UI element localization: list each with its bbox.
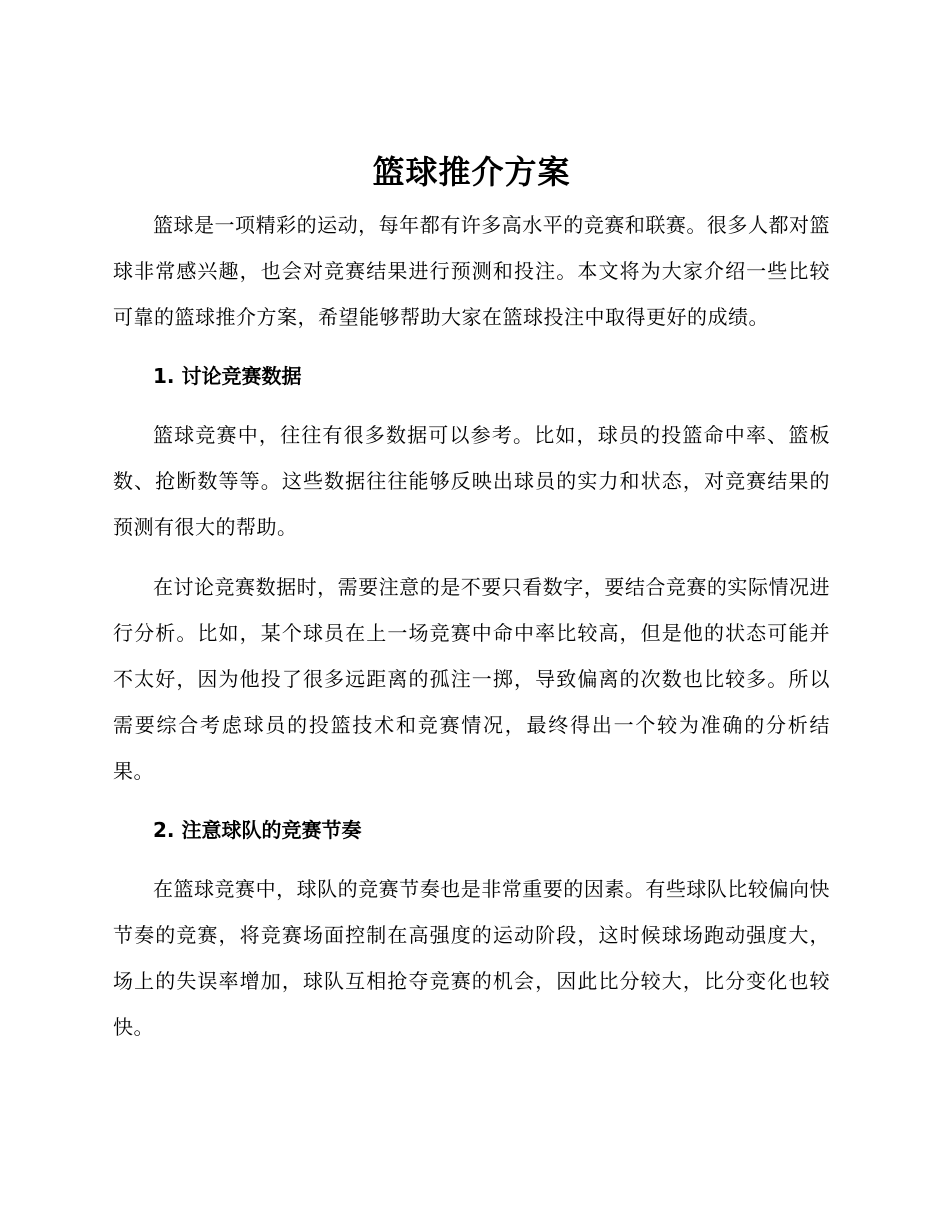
section-1-paragraph-1: 篮球竞赛中，往往有很多数据可以参考。比如，球员的投篮命中率、篮板数、抢断数等等。这些数据往往能够反映出球员的实力和状态，对竞赛结果的预测有很大的帮助。	[113, 423, 830, 539]
section-2-paragraph-1: 在篮球竞赛中，球队的竞赛节奏也是非常重要的因素。有些球队比较偏向快节奏的竞赛，将竞赛场面控制在高强度的运动阶段，这时候球场跑动强度大，场上的失误率增加，球队互相抢夺竞赛的机会，因此比分较大，比分变化也较快。	[113, 877, 830, 1039]
section-1-paragraph-2: 在讨论竞赛数据时，需要注意的是不要只看数字，要结合竞赛的实际情况进行分析。比如，某个球员在上一场竞赛中命中率比较高，但是他的状态可能并不太好，因为他投了很多远距离的孤注一掷，导致偏离的次数也比较多。所以需要综合考虑球员的投篮技术和竞赛情况，最终得出一个较为准确的分析结果。	[113, 575, 830, 783]
intro-paragraph: 篮球是一项精彩的运动，每年都有许多高水平的竞赛和联赛。很多人都对篮球非常感兴趣，也会对竞赛结果进行预测和投注。本文将为大家介绍一些比较可靠的篮球推介方案，希望能够帮助大家在篮球投注中取得更好的成绩。	[113, 213, 830, 329]
document-title: 篮球推介方案	[372, 153, 571, 191]
section-heading-2: 2. 注意球队的竞赛节奏	[153, 818, 362, 842]
section-heading-1: 1. 讨论竞赛数据	[153, 364, 302, 388]
